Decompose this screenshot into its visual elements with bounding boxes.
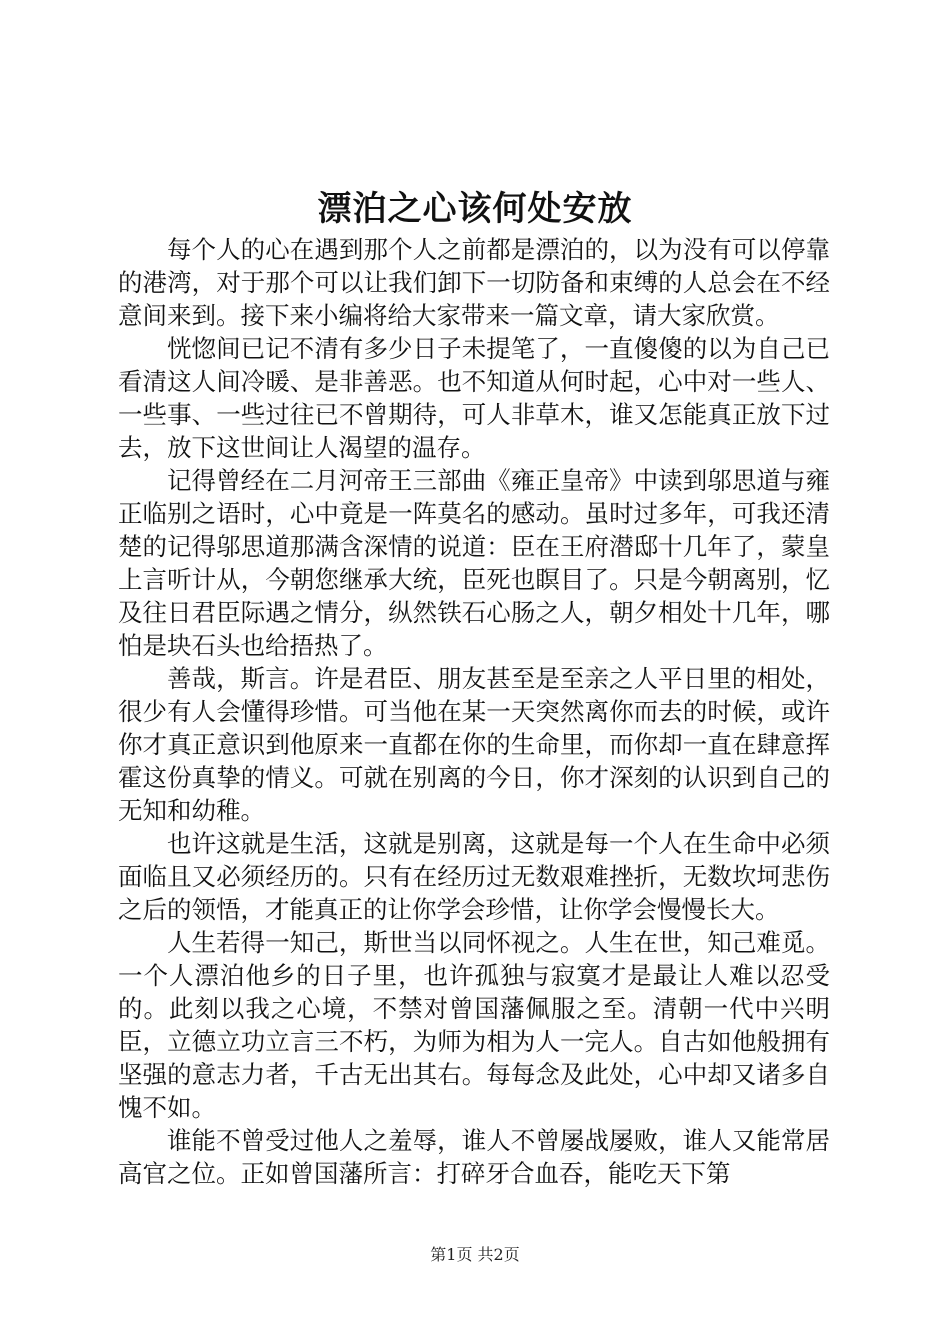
paragraph-1: 每个人的心在遇到那个人之前都是漂泊的，以为没有可以停靠的港湾，对于那个可以让我们卸下一切防备和束缚的人总会在不经意间来到。接下来小编将给大家带来一篇文章，请大家欣赏。: [118, 235, 830, 330]
paragraph-2: 恍惚间已记不清有多少日子未提笔了，一直傻傻的以为自己已看清这人间冷暖、是非善恶。也不知道从何时起，心中对一些人、一些事、一些过往已不曾期待，可人非草木，谁又怎能真正放下过去，放下这世间让人渴望的温存。: [118, 334, 830, 462]
paragraph-6: 人生若得一知己，斯世当以同怀视之。人生在世，知己难觅。一个人漂泊他乡的日子里，也许孤独与寂寞才是最让人难以忍受的。此刻以我之心境，不禁对曾国藩佩服之至。清朝一代中兴明臣，立德立功立言三不朽，为师为相为人一完人。自古如他般拥有坚强的意志力者，千古无出其右。每每念及此处，心中却又诸多自愧不如。: [118, 928, 830, 1122]
paragraph-3: 记得曾经在二月河帝王三部曲《雍正皇帝》中读到邬思道与雍正临别之语时，心中竟是一阵莫名的感动。虽时过多年，可我还清楚的记得邬思道那满含深情的说道：臣在王府潜邸十几年了，蒙皇上言听计从，今朝您继承大统，臣死也瞑目了。只是今朝离别，忆及往日君臣际遇之情分，纵然铁石心肠之人，朝夕相处十几年，哪怕是块石头也给捂热了。: [118, 466, 830, 660]
paragraph-5: 也许这就是生活，这就是别离，这就是每一个人在生命中必须面临且又必须经历的。只有在经历过无数艰难挫折，无数坎坷悲伤之后的领悟，才能真正的让你学会珍惜，让你学会慢慢长大。: [118, 829, 830, 924]
document-body: [118, 233, 830, 1190]
page-footer: 第1页 共2页: [430, 1245, 520, 1264]
paragraph-4: 善哉，斯言。许是君臣、朋友甚至是至亲之人平日里的相处，很少有人会懂得珍惜。可当他在某一天突然离你而去的时候，或许你才真正意识到他原来一直都在你的生命里，而你却一直在肆意挥霍这份真挚的情义。可就在别离的今日，你才深刻的认识到自己的无知和幼稚。: [118, 664, 830, 825]
document-title: 漂泊之心该何处安放: [317, 189, 633, 229]
paragraph-7: 谁能不曾受过他人之羞辱，谁人不曾屡战屡败，谁人又能常居高官之位。正如曾国藩所言：打碎牙合血吞，能吃天下第: [118, 1126, 830, 1188]
